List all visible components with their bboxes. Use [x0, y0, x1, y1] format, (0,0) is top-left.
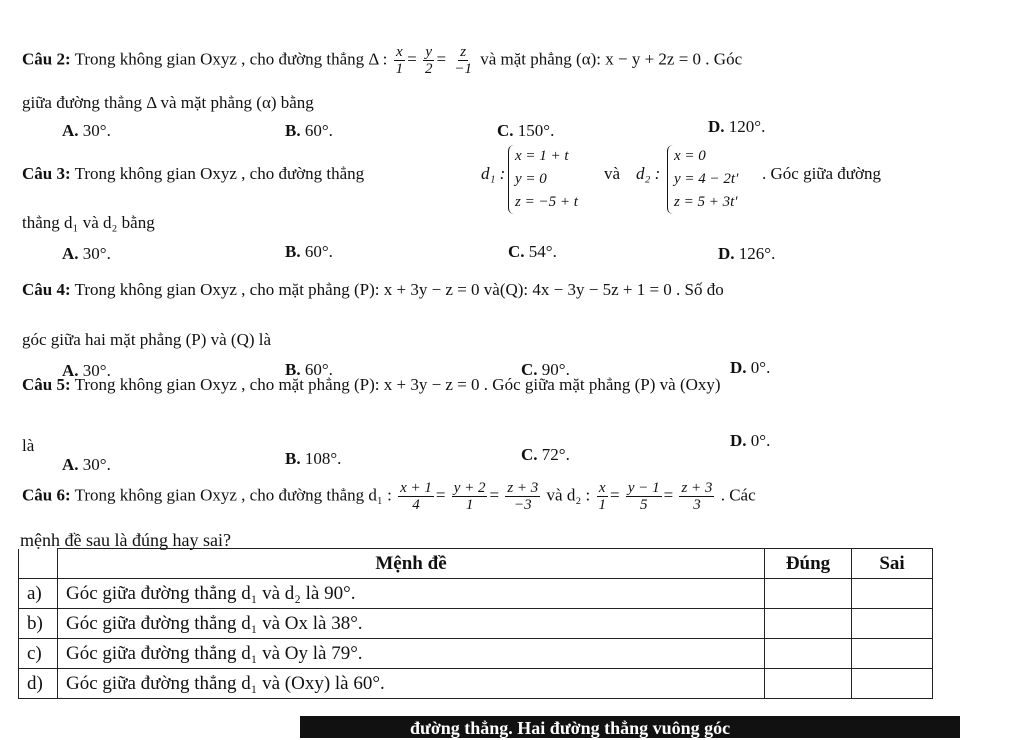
q2-option-d: D. 120°. [708, 117, 766, 136]
q2-label: Câu 2: [22, 49, 71, 69]
table-row [19, 609, 933, 639]
false-cell[interactable] [852, 609, 933, 639]
row-statement: Góc giữa đường thẳng d₁ và d₂ là 90°. [58, 579, 765, 609]
q6-d1-frac-z: $\frac{z + 3}{-3}$ [507, 480, 539, 513]
q2-option-a: A. 30°. [62, 121, 111, 140]
q3-option-a: A. 30°. [62, 244, 111, 263]
q6-and: và d₂ : [546, 485, 591, 505]
q4-option-d: D. 0°. [730, 358, 771, 377]
q4-text1: Trong không gian Oxyz , cho mặt phẳng (P): x + 3y − z = 0 và(Q): 4x − 3y − 5z + 1 = 0 . Số đo [74, 280, 724, 299]
q3-option-d: D. 126°. [718, 244, 776, 263]
row-label: b) [19, 609, 58, 639]
q4-line1 [22, 280, 724, 300]
q5-option-a: A. 30°. [62, 455, 111, 474]
q2-option-c: C. 150°. [497, 121, 555, 140]
q5-line1 [22, 375, 721, 395]
q4-line2: góc giữa hai mặt phẳng (P) và (Q) là [22, 330, 272, 349]
q3-option-b: B. 60°. [285, 242, 333, 261]
q5-label: Câu 5: [22, 375, 71, 394]
table-header-row [19, 549, 933, 579]
q3-d2-name: d₂ : [636, 164, 661, 183]
q5-text1: Trong không gian Oxyz , cho mặt phẳng (P): x + 3y − z = 0 . Góc giữa mặt phẳng (P) và (Oxy) [74, 375, 721, 394]
true-cell[interactable] [765, 669, 852, 699]
row-statement: Góc giữa đường thẳng d₁ và Ox là 38°. [58, 609, 765, 639]
false-cell[interactable] [852, 669, 933, 699]
table-row [19, 579, 933, 609]
q3-text1: Trong không gian Oxyz , cho đường thẳng [74, 164, 365, 183]
q6-d2-frac-x: $\frac{x}{1}$ [598, 480, 606, 513]
q2-frac-y: $\frac{y}{2}$ [424, 44, 433, 77]
q6-text2: . Các [720, 485, 756, 505]
q3-line2: thẳng d₁ và d₂ bằng [22, 213, 155, 232]
q4-option-b: B. 60°. [285, 360, 333, 379]
q6-d1-frac-x: $\frac{x + 1}{4}$ [400, 480, 432, 513]
row-label: a) [19, 579, 58, 609]
q2-option-b: B. 60°. [285, 121, 333, 140]
q3-line1 [22, 164, 364, 184]
q4-option-c: C. 90°. [521, 360, 570, 379]
q6-line1: Câu 6: Trong không gian Oxyz , cho đường thẳng d₁ : $\frac{x + 1}{4}$ = $\frac{y + 2}{1}$ = $\frac{z + 3}{-3}$ và d₂ : $\frac{x}{1}$ = $\frac{y - 1}{5}$ = $\frac{z + 3}{3}$ . Các [22, 480, 756, 513]
q3-d2-system: x = 0 y = 4 − 2t′ z = 5 + 3t′ [667, 145, 738, 214]
q5-option-d: D. 0°. [730, 431, 771, 450]
header-statement: Mệnh đề [58, 549, 765, 579]
q6-d2-frac-y: $\frac{y - 1}{5}$ [627, 480, 660, 513]
q4-option-a: A. 30°. [62, 361, 111, 380]
true-cell[interactable] [765, 579, 852, 609]
q2-line1: Câu 2: Trong không gian Oxyz , cho đường thẳng Δ : $\frac{x}{1}$ = $\frac{y}{2}$ = $\frac{z}{-1}$ và mặt phẳng (α): x − y + 2z = 0 . Góc [22, 44, 743, 77]
q6-label: Câu 6: [22, 485, 71, 505]
header-true: Đúng [765, 549, 852, 579]
section-footer-bar: đường thẳng. Hai đường thẳng vuông góc [300, 716, 960, 738]
q5-option-b: B. 108°. [285, 449, 342, 468]
false-cell[interactable] [852, 579, 933, 609]
q5-option-c: C. 72°. [521, 445, 570, 464]
q2-text1: Trong không gian Oxyz , cho đường thẳng Δ : [74, 49, 388, 69]
q3-d1-system: x = 1 + t y = 0 z = −5 + t [508, 145, 578, 214]
q6-text1: Trong không gian Oxyz , cho đường thẳng d₁ : [74, 485, 392, 505]
q6-line2: mệnh đề sau là đúng hay sai? [20, 530, 231, 550]
row-statement: Góc giữa đường thẳng d₁ và Oy là 79°. [58, 639, 765, 669]
true-cell[interactable] [765, 639, 852, 669]
q3-d1-name: d₁ : [481, 164, 506, 183]
row-label: d) [19, 669, 58, 699]
true-cell[interactable] [765, 609, 852, 639]
header-false: Sai [852, 549, 933, 579]
q2-line2: giữa đường thẳng Δ và mặt phẳng (α) bằng [22, 93, 314, 112]
row-label: c) [19, 639, 58, 669]
q3-and: và [604, 164, 621, 183]
table-row [19, 639, 933, 669]
q2-text2: và mặt phẳng (α): x − y + 2z = 0 . Góc [480, 49, 743, 69]
q4-label: Câu 4: [22, 280, 71, 299]
true-false-table [18, 548, 933, 699]
q2-frac-x: $\frac{x}{1}$ [395, 44, 404, 77]
q3-option-c: C. 54°. [508, 242, 557, 261]
row-statement: Góc giữa đường thẳng d₁ và (Oxy) là 60°. [58, 669, 765, 699]
table-row [19, 669, 933, 699]
q3-text2: . Góc giữa đường [762, 164, 882, 183]
q6-d2-frac-z: $\frac{z + 3}{3}$ [681, 480, 713, 513]
q5-line2: là [22, 436, 35, 455]
q6-d1-frac-y: $\frac{y + 2}{1}$ [453, 480, 486, 513]
false-cell[interactable] [852, 639, 933, 669]
q3-label: Câu 3: [22, 164, 71, 183]
q2-frac-z: $\frac{z}{-1}$ [454, 44, 472, 77]
